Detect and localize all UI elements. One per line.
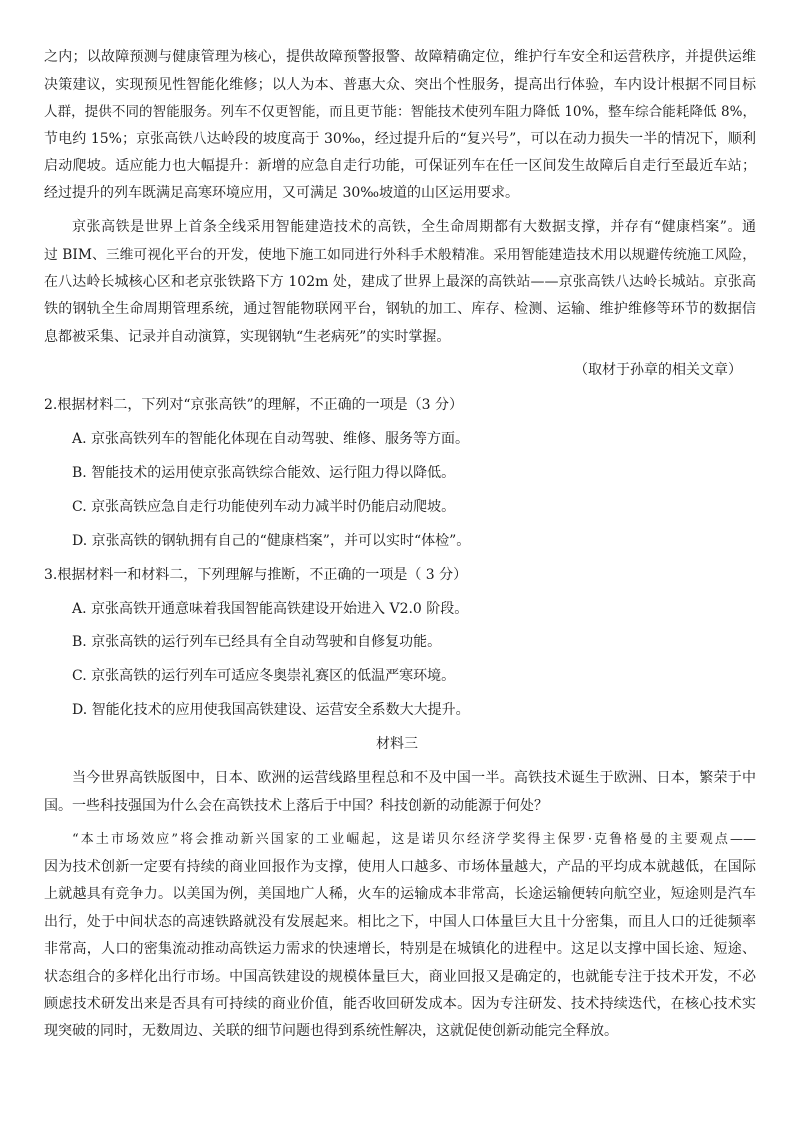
text-line: 决策建议，实现预见性智能化维修；以人为本、普惠大众、突出个性服务，提高出行体验，车内设计根据不同目标 — [44, 77, 756, 93]
question-2-option-b: B. 智能技术的运用使京张高铁综合能效、运行阻力得以降低。 — [72, 465, 456, 481]
text-line: 国。一些科技强国为什么会在高铁技术上落后于中国？科技创新的动能源于何处？ — [44, 798, 548, 814]
question-3-option-b: B. 京张高铁的运行列车已经具有全自动驾驶和自修复功能。 — [72, 634, 442, 650]
source-citation: （取材于孙章的相关文章） — [574, 362, 742, 378]
text-line: 经过提升的列车既满足高寒环境应用，又可满足 30‰坡道的山区运用要求。 — [44, 185, 520, 201]
question-3-option-a: A. 京张高铁开通意味着我国智能高铁建设开始进入 V2.0 阶段。 — [72, 601, 469, 617]
text-line: 铁的钢轨全生命周期管理系统，通过智能物联网平台，钢轨的加工、库存、检测、运输、维护维修等环节的数据信 — [44, 301, 756, 317]
question-2-option-d: D. 京张高铁的钢轨拥有自己的“健康档案”，并可以实时“体检”。 — [72, 533, 471, 549]
text-line: 现突破的同时，无数周边、关联的细节问题也得到系统性解决，这就促使创新动能完全释放。 — [44, 1023, 618, 1039]
text-line: 上就越具有竞争力。以美国为例，美国地广人稀，火车的运输成本非常高，长途运输便转向航空业，短途则是汽车 — [44, 886, 756, 902]
text-line: 当今世界高铁版图中，日本、欧洲的运营线路里程总和不及中国一半。高铁技术诞生于欧洲、日本，繁荣于中 — [72, 770, 756, 786]
text-line: 状态组合的多样化出行市场。中国高铁建设的规模体量巨大，商业回报又是确定的，也就能专注于技术开发，不必 — [44, 969, 756, 985]
question-2-option-c: C. 京张高铁应急自走行功能使列车动力减半时仍能启动爬坡。 — [72, 499, 456, 515]
text-line: 过 BIM、三维可视化平台的开发，使地下施工如同进行外科手术般精准。采用智能建造技术用以规避传统施工风险， — [44, 247, 756, 263]
text-line: 顾虑技术研发出来是否具有可持续的商业价值，能否收回研发成本。因为专注研发、技术持续迭代，在核心技术实 — [44, 996, 756, 1012]
text-line: 启动爬坡。适应能力也大幅提升：新增的应急自走行功能，可保证列车在任一区间发生故障后自走行至最近车站； — [44, 158, 756, 174]
question-3-option-d: D. 智能化技术的应用使我国高铁建设、运营安全系数大大提升。 — [72, 702, 470, 718]
question-3-stem: 3.根据材料一和材料二，下列理解与推断，不正确的一项是（ 3 分） — [44, 567, 468, 583]
text-line: 在八达岭长城核心区和老京张铁路下方 102m 处，建成了世界上最深的高铁站——京张高铁八达岭长城站。京张高 — [44, 274, 756, 290]
text-line: 出行，处于中间状态的高速铁路就没有发展起来。相比之下，中国人口体量巨大且十分密集，而且人口的迁徙频率 — [44, 914, 756, 930]
text-line: 京张高铁是世界上首条全线采用智能建造技术的高铁，全生命周期都有大数据支撑，并存有“健康档案”。通 — [72, 219, 756, 235]
question-2-stem: 2.根据材料二，下列对“京张高铁”的理解，不正确的一项是（3 分） — [44, 397, 464, 413]
text-line: 因为技术创新一定要有持续的商业回报作为支撑，使用人口越多、市场体量越大，产品的平均成本就越低，在国际 — [44, 859, 756, 875]
question-3-option-c: C. 京张高铁的运行列车可适应冬奥崇礼赛区的低温严寒环境。 — [72, 668, 456, 684]
text-line: 之内；以故障预测与健康管理为核心，提供故障预警报警、故障精确定位，维护行车安全和运营秩序，并提供运维 — [44, 49, 756, 65]
text-line: 非常高，人口的密集流动推动高铁运力需求的快速增长，特别是在城镇化的进程中。这足以支撑中国长途、短途、 — [44, 941, 756, 957]
text-line: “本土市场效应”将会推动新兴国家的工业崛起，这是诺贝尔经济学奖得主保罗·克鲁格曼的主要观点—— — [72, 832, 756, 847]
text-line: 人群，提供不同的智能服务。列车不仅更智能，而且更节能：智能技术使列车阻力降低 10%，整车综合能耗降低 8%， — [44, 104, 756, 120]
section-title: 材料三 — [376, 736, 418, 752]
text-line: 节电约 15%；京张高铁八达岭段的坡度高于 30‰，经过提升后的“复兴号”，可以在动力损失一半的情况下，顺利 — [44, 131, 756, 147]
text-line: 息都被采集、记录并自动演算，实现钢轨“生老病死”的实时掌握。 — [44, 329, 451, 345]
question-2-option-a: A. 京张高铁列车的智能化体现在自动驾驶、维修、服务等方面。 — [72, 431, 470, 447]
